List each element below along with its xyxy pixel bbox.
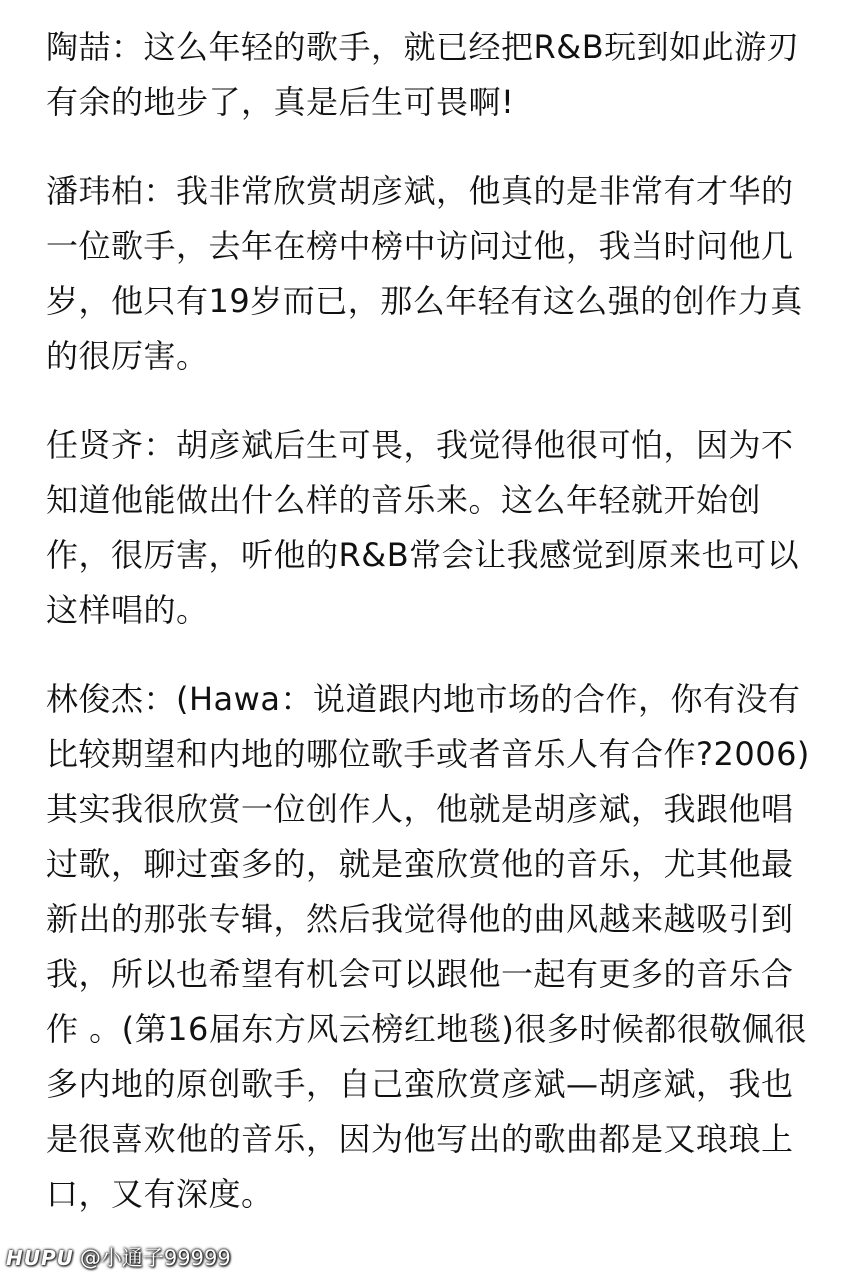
quote-paragraph-taozhe: 陶喆：这么年轻的歌手，就已经把R&B玩到如此游刃有余的地步了，真是后生可畏啊!	[46, 28, 800, 121]
article-body	[46, 20, 816, 1256]
watermark	[6, 1242, 231, 1272]
hupu-logo: HUPU	[6, 1246, 74, 1270]
quote-paragraph-panweibo: 潘玮柏：我非常欣赏胡彦斌，他真的是非常有才华的一位歌手，去年在榜中榜中访问过他，我当时问他几岁，他只有19岁而已，那么年轻有这么强的创作力真的很厉害。	[46, 172, 803, 375]
quote-paragraph-renxianqi: 任贤齐：胡彦斌后生可畏，我觉得他很可怕，因为不知道他能做出什么样的音乐来。这么年轻就开始创作，很厉害，听他的R&B常会让我感觉到原来也可以这样唱的。	[46, 426, 800, 629]
quote-paragraph-linjunjie: 林俊杰：(Hawa：说道跟内地市场的合作，你有没有比较期望和内地的哪位歌手或者音乐人有合作?2006)其实我很欣赏一位创作人，他就是胡彦斌，我跟他唱过歌，聊过蛮多的，就是蛮欣赏他的音乐，尤其他最新出的那张专辑，然后我觉得他的曲风越来越吸引到我，所以也希望有机会可以跟他一起有更多的音乐合作 。(第16届东方风云榜红地毯)很多时候都很敬佩很多内地的原创歌手，自己蛮欣赏彦斌—胡彦斌，我也是很喜欢他的音乐，因为他写出的歌曲都是又琅琅上口，又有深度。	[46, 680, 810, 1213]
watermark-username: @小通子99999	[79, 1246, 231, 1270]
